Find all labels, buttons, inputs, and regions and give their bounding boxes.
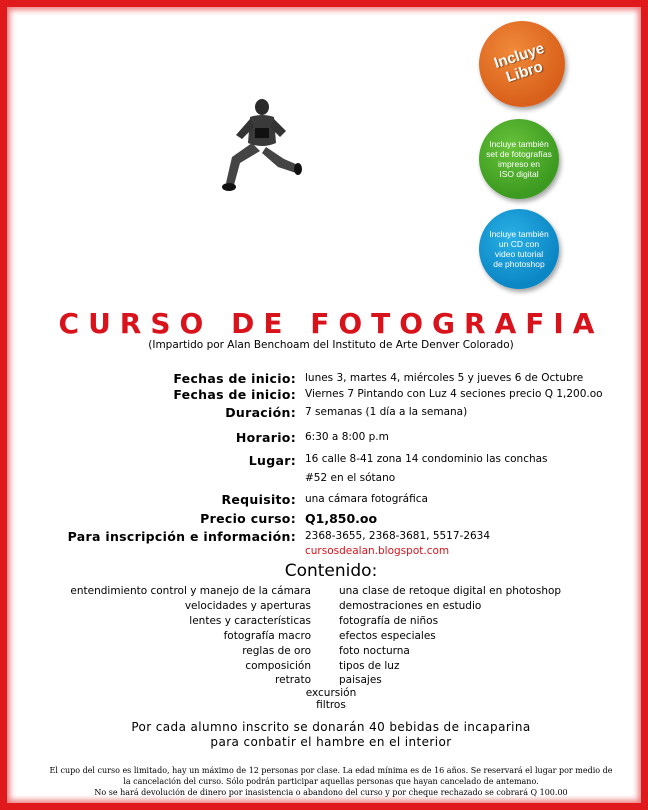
precio-value: Q1,850.oo (305, 511, 378, 526)
incluye-fotografias-text: Incluye también set de fotografías impreso en ISO digital (486, 139, 552, 179)
contenido-right-item: paisajes (339, 674, 382, 686)
jumping-man-photo (222, 95, 302, 200)
duracion-label: Duración: (225, 405, 296, 420)
fechas1-value: lunes 3, martes 4, miércoles 5 y jueves 6 de Octubre (305, 372, 584, 384)
contenido-left-item: entendimiento control y manejo de la cámara (70, 585, 311, 597)
contenido-right-item: tipos de luz (339, 660, 400, 672)
contenido-center-item: excursión (305, 687, 357, 699)
contenido-left-item: retrato (275, 674, 311, 686)
requisito-value: una cámara fotográfica (305, 493, 428, 505)
fine-print: El cupo del curso es limitado, hay un máximo de 12 personas por clase. La edad mínima es de 16 años. Se reservará el lugar por medio de la cancelación del curso. Sólo podrán participar aquellas personas que hayan cancelado de antemano. No se hará devolución de dinero por inasistencia o abandono del curso y por cheque rechazado se cobrará Q 100.00 (49, 766, 613, 797)
info-website-link[interactable]: cursosdealan.blogspot.com (305, 545, 450, 557)
subtitle: (Impartido por Alan Benchoam del Instituto de Arte Denver Colorado) (148, 339, 514, 351)
donation-note: Por cada alumno inscrito se donarán 40 bebidas de incaparina para conbatir el hambre en el interior (131, 720, 531, 749)
precio-label: Precio curso: (200, 511, 296, 526)
contenido-right-item: demostraciones en estudio (339, 600, 482, 612)
contenido-heading: Contenido: (284, 561, 378, 581)
info-label: Para inscripción e información: (67, 529, 296, 544)
contenido-right-item: efectos especiales (339, 630, 436, 642)
incluye-cd-badge (479, 209, 559, 289)
lugar-label: Lugar: (248, 453, 296, 468)
lugar-value-line1: 16 calle 8-41 zona 14 condominio las conchas (305, 453, 548, 465)
horario-value: 6:30 a 8:00 p.m (305, 431, 389, 443)
fechas2-label: Fechas de inicio: (173, 387, 296, 402)
duracion-value: 7 semanas (1 día a la semana) (305, 406, 468, 418)
contenido-right-item: fotografía de niños (339, 615, 439, 627)
incluye-cd-text: Incluye también un CD con video tutorial de photoshop (489, 229, 549, 269)
incluye-libro-text: Incluye Libro (492, 39, 547, 86)
incluye-libro-badge (479, 21, 565, 107)
contenido-left-item: velocidades y aperturas (184, 600, 311, 612)
contenido-left-item: fotografía macro (223, 630, 311, 642)
contenido-right-item: una clase de retoque digital en photoshop (339, 585, 562, 597)
page-title: CURSO DE FOTOGRAFIA (58, 307, 604, 340)
lugar-value-line2: #52 en el sótano (305, 472, 396, 484)
fechas2-value: Viernes 7 Pintando con Luz 4 seciones precio Q 1,200.oo (305, 388, 603, 400)
contenido-right-item: foto nocturna (339, 645, 410, 657)
contenido-center-item: filtros (316, 699, 346, 711)
contenido-left-item: composición (245, 660, 311, 672)
fechas1-label: Fechas de inicio: (173, 371, 296, 386)
incluye-fotografias-badge (479, 119, 559, 199)
info-phones: 2368-3655, 2368-3681, 5517-2634 (305, 530, 491, 542)
contenido-left-item: lentes y características (189, 615, 311, 627)
contenido-left-item: reglas de oro (242, 645, 311, 657)
requisito-label: Requisito: (221, 492, 296, 507)
horario-label: Horario: (235, 430, 296, 445)
